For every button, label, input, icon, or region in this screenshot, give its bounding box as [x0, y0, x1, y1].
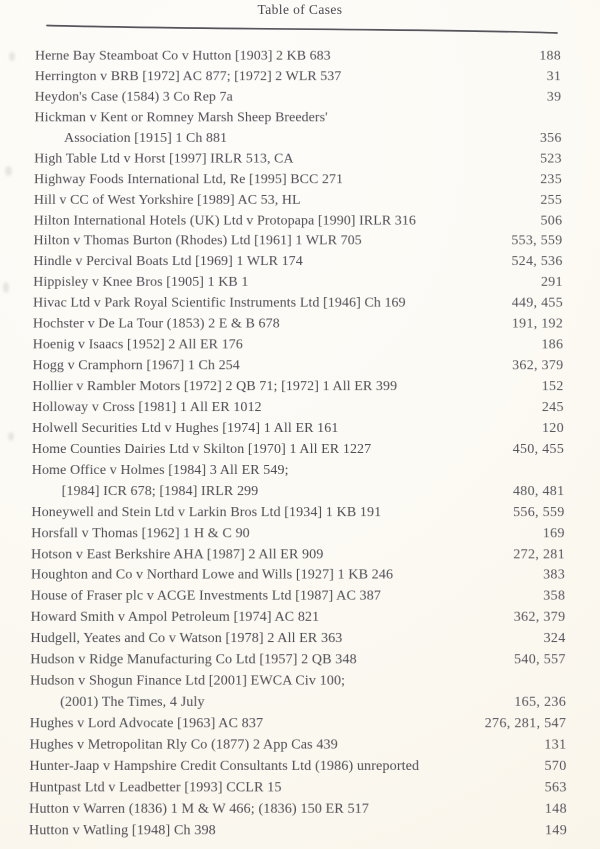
case-citation: (2001) The Times, 4 July: [60, 694, 205, 711]
page-reference: 523: [540, 151, 562, 167]
page-reference: 324: [543, 631, 566, 647]
case-citation: Howard Smith v Ampol Petroleum [1974] AC 821: [30, 610, 320, 626]
page-reference: 362, 379: [513, 610, 566, 626]
case-entry-row: [32, 461, 565, 482]
case-entry-row: [33, 315, 563, 336]
page-reference: 524, 536: [511, 254, 563, 270]
page-reference: 31: [546, 69, 562, 84]
case-entry-row: [30, 693, 566, 714]
page-reference: 235: [540, 171, 563, 187]
case-entry-row: [33, 232, 562, 253]
case-entry-row: [33, 253, 562, 274]
case-entry-row: [35, 67, 561, 87]
case-entry-row: [32, 377, 563, 398]
case-entry-row: [31, 524, 565, 545]
page-reference: 152: [541, 379, 564, 395]
case-citation: Hindle v Percival Boats Ltd [1969] 1 WLR 174: [33, 254, 303, 270]
case-entry-row: [35, 88, 562, 109]
case-citation: Holloway v Cross [1981] 1 All ER 1012: [32, 400, 262, 415]
case-entry-row: [31, 608, 566, 629]
case-entry-row: [31, 503, 564, 524]
case-entry-row: [34, 191, 562, 212]
page-reference: 186: [541, 337, 564, 353]
case-citation: Highway Foods International Ltd, Re [1995] BCC 271: [33, 171, 344, 187]
page-title: Table of Cases: [257, 2, 343, 17]
case-citation: Hivac Ltd v Park Royal Scientific Instruments Ltd [1946] Ch 169: [33, 295, 406, 311]
case-citation: Hippisley v Knee Bros [1905] 1 KB 1: [33, 275, 249, 291]
case-citation: House of Fraser plc v ACGE Investments Ltd [1987] AC 387: [30, 588, 381, 605]
case-citation: Hilton v Thomas Burton (Rhodes) Ltd [1961] 1 WLR 705: [33, 233, 362, 249]
page-reference: 165, 236: [514, 694, 567, 711]
scan-artifact: [9, 52, 15, 61]
page-reference: 449, 455: [511, 295, 563, 311]
case-citation: Hutton v Watling [1948] Ch 398: [28, 822, 216, 839]
page-reference: 362, 379: [512, 358, 564, 374]
page-reference: 169: [542, 525, 565, 541]
case-entry-row: [31, 587, 566, 608]
case-citation: Hughes v Lord Advocate [1963] AC 837: [29, 716, 264, 732]
page-reference: 291: [540, 275, 563, 291]
page-reference: 570: [544, 758, 567, 774]
case-citation: Home Counties Dairies Ltd v Skilton [1970] 1 All ER 1227: [31, 441, 372, 457]
case-citation: Hickman v Kent or Romney Marsh Sheep Breeders': [34, 110, 328, 126]
case-citation: Holwell Securities Ltd v Hughes [1974] 1 All ER 161: [32, 420, 339, 436]
case-entry-row: [34, 170, 562, 191]
case-entry-row: [31, 566, 565, 587]
case-citation: Hollier v Rambler Motors [1972] 2 QB 71; [1972] 1 All ER 399: [32, 379, 398, 395]
case-citation: Hutton v Warren (1836) 1 M & W 466; (1836) 150 ER 517: [29, 801, 370, 817]
case-citation: Honeywell and Stein Ltd v Larkin Bros Ltd [1934] 1 KB 191: [31, 504, 382, 520]
case-entry-row: [35, 47, 561, 67]
case-citation: Huntpast Ltd v Leadbetter [1993] CCLR 15: [29, 779, 282, 796]
case-citation: Hilton International Hotels (UK) Ltd v Protopapa [1990] IRLR 316: [33, 213, 416, 228]
page-reference: 191, 192: [511, 316, 564, 332]
case-list: [29, 47, 567, 842]
case-entry-row: [33, 336, 564, 357]
page-reference: 255: [540, 192, 563, 208]
case-entry-row: [30, 735, 567, 756]
case-entry-row: [30, 629, 565, 650]
case-entry-row: [34, 211, 563, 232]
case-citation: Houghton and Co v Northard Lowe and Wills [1927] 1 KB 246: [30, 567, 394, 583]
page-reference: 540, 557: [513, 652, 566, 668]
case-entry-row: [33, 294, 563, 315]
case-citation: Heydon's Case (1584) 3 Co Rep 7a: [34, 89, 233, 105]
case-entry-row: [30, 650, 566, 671]
case-citation: Hudgell, Yeates and Co v Watson [1978] 2 All ER 363: [30, 631, 343, 647]
case-citation: Hudson v Shogun Finance Ltd [2001] EWCA Civ 100;: [30, 673, 346, 689]
page-reference: 188: [539, 48, 562, 64]
case-entry-row: [30, 672, 566, 693]
case-entry-row: [32, 398, 564, 419]
case-entry-row: [33, 273, 563, 294]
header-rule: [0, 0, 600, 42]
page-reference: 556, 559: [513, 504, 565, 520]
case-citation: Home Office v Holmes [1984] 3 All ER 549;: [31, 462, 289, 478]
case-citation: Hotson v East Berkshire AHA [1987] 2 All ER 909: [31, 546, 324, 562]
case-entry-row: [34, 149, 562, 170]
page-reference: 450, 455: [512, 441, 565, 457]
case-entry-row: [29, 778, 567, 799]
case-citation: Hughes v Metropolitan Rly Co (1877) 2 App Cas 439: [29, 737, 338, 753]
case-citation: [1984] ICR 678; [1984] IRLR 299: [61, 483, 259, 499]
case-citation: Hill v CC of West Yorkshire [1989] AC 53, HL: [33, 192, 301, 208]
case-citation: Hudson v Ridge Manufacturing Co Ltd [1957] 2 QB 348: [30, 652, 357, 668]
case-entry-row: [32, 419, 564, 440]
page-reference: 480, 481: [512, 483, 565, 499]
case-citation: Herrington v BRB [1972] AC 877; [1972] 2 WLR 537: [34, 69, 342, 84]
page-reference: 276, 281, 547: [484, 716, 567, 732]
page-reference: 358: [543, 588, 566, 605]
scan-artifact: [5, 166, 12, 176]
case-entry-row: [34, 129, 561, 150]
case-citation: Hoenig v Isaacs [1952] 2 All ER 176: [32, 337, 243, 353]
case-citation: Herne Bay Steamboat Co v Hutton [1903] 2 KB 683: [34, 48, 331, 64]
page-reference: 245: [541, 400, 564, 415]
case-entry-row: [32, 482, 565, 503]
case-citation: Association [1915] 1 Ch 881: [64, 130, 228, 146]
page-reference: 553, 559: [511, 233, 563, 249]
page-reference: 383: [543, 567, 566, 583]
scan-artifact: [3, 282, 9, 293]
case-entry-row: [30, 714, 567, 735]
page-reference: 356: [539, 130, 562, 146]
page-reference: 506: [540, 213, 563, 228]
case-citation: High Table Ltd v Horst [1997] IRLR 513, CA: [34, 151, 294, 167]
case-citation: Hochster v De La Tour (1853) 2 E & B 678: [32, 316, 280, 332]
page-reference: 149: [544, 822, 568, 839]
case-entry-row: [34, 108, 561, 129]
scan-artifact: [8, 432, 14, 441]
page-reference: 272, 281: [513, 546, 565, 562]
case-entry-row: [29, 757, 566, 778]
page-reference: 39: [546, 89, 562, 105]
case-citation: Horsfall v Thomas [1962] 1 H & C 90: [31, 525, 250, 541]
page-reference: 563: [544, 779, 567, 796]
page-reference: 131: [544, 737, 567, 753]
page-reference: 120: [541, 420, 564, 436]
case-entry-row: [29, 821, 567, 842]
case-entry-row: [32, 356, 563, 377]
case-entry-row: [31, 545, 565, 566]
case-entry-row: [32, 440, 564, 461]
page-reference: 148: [544, 801, 567, 817]
case-entry-row: [29, 799, 567, 820]
case-citation: Hunter-Jaap v Hampshire Credit Consultants Ltd (1986) unreported: [29, 758, 420, 774]
case-citation: Hogg v Cramphorn [1967] 1 Ch 254: [32, 358, 240, 374]
